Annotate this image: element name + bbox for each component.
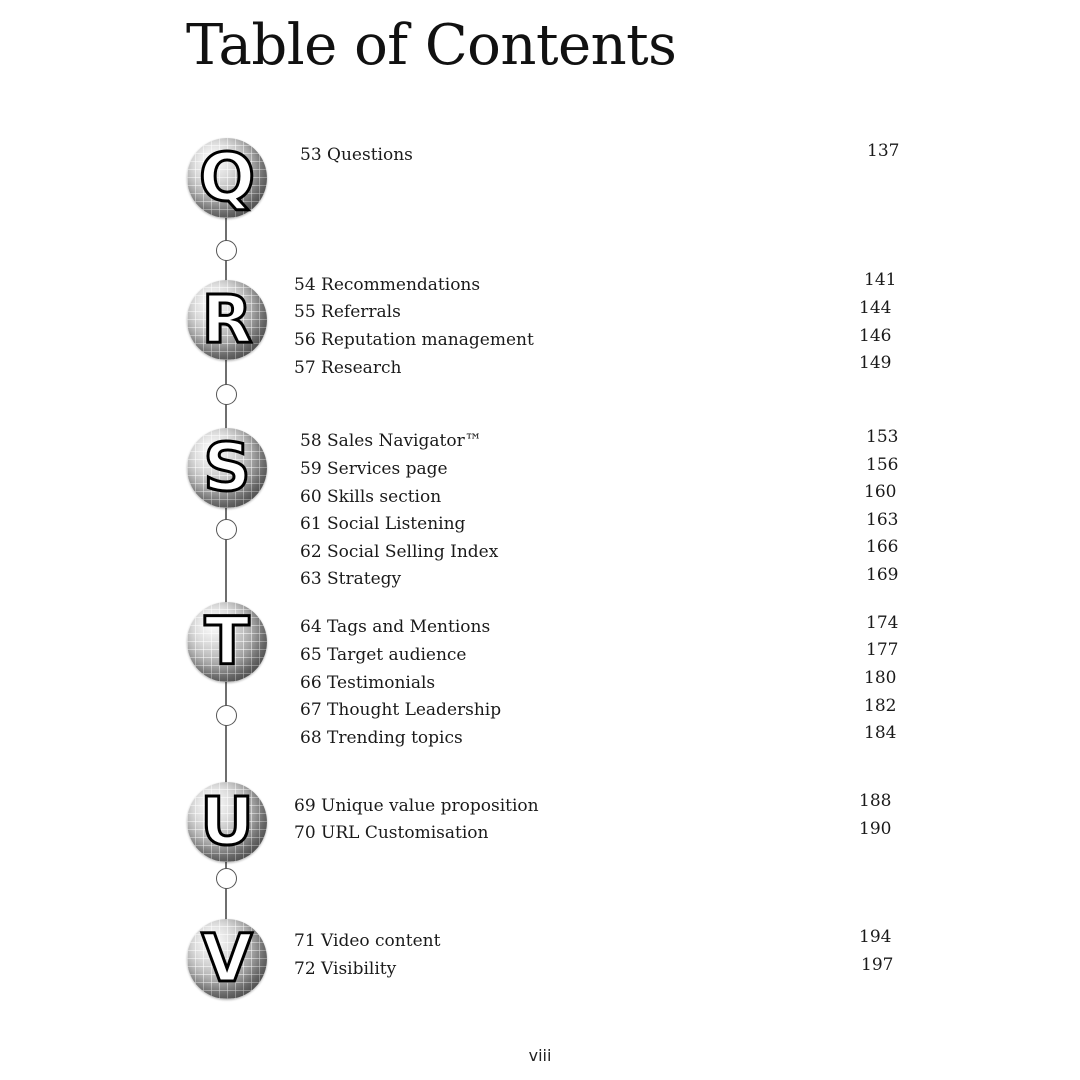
connector-ring <box>216 240 237 261</box>
toc-entry: 59 Services page <box>300 459 448 479</box>
toc-page-number: 141 <box>864 270 897 290</box>
toc-entry: 53 Questions <box>300 145 413 165</box>
toc-page-number: 180 <box>864 668 897 688</box>
letter-ball-v-icon <box>187 919 267 999</box>
page-folio: viii <box>528 1046 552 1065</box>
letter-ball-r-icon <box>187 280 267 360</box>
toc-page-number: 156 <box>866 455 899 475</box>
letter-ball-s-icon <box>187 428 267 508</box>
toc-entry: 60 Skills section <box>300 487 442 507</box>
toc-page-number: 188 <box>859 791 892 811</box>
section-letter: U <box>200 783 254 860</box>
page-title: Table of Contents <box>186 13 677 78</box>
toc-entry: 69 Unique value proposition <box>294 796 539 816</box>
toc-page-number: 194 <box>859 927 892 947</box>
toc-page-number: 197 <box>861 955 894 975</box>
letter-ball-q-icon <box>187 138 267 218</box>
section-letter: S <box>203 429 251 506</box>
toc-page-number: 160 <box>864 482 897 502</box>
toc-entry: 64 Tags and Mentions <box>300 617 491 637</box>
connector-ring <box>216 519 237 540</box>
toc-entry: 62 Social Selling Index <box>300 542 499 562</box>
toc-page-number: 163 <box>866 510 899 530</box>
toc-entry: 70 URL Customisation <box>294 823 489 843</box>
letter-ball-u-icon <box>187 782 267 862</box>
toc-page-number: 137 <box>867 141 900 161</box>
toc-entry: 57 Research <box>294 358 402 378</box>
toc-entry: 66 Testimonials <box>300 673 436 693</box>
toc-page-number: 182 <box>864 696 897 716</box>
toc-entry: 67 Thought Leadership <box>300 700 502 720</box>
toc-page-number: 149 <box>859 353 892 373</box>
toc-entry: 56 Reputation management <box>294 330 534 350</box>
toc-entry: 58 Sales Navigator™ <box>300 431 482 451</box>
toc-page-number: 184 <box>864 723 897 743</box>
toc-page-number: 153 <box>866 427 899 447</box>
connector-ring <box>216 384 237 405</box>
toc-entry: 55 Referrals <box>294 302 401 322</box>
toc-entry: 54 Recommendations <box>294 275 481 295</box>
toc-page-number: 144 <box>859 298 892 318</box>
connector-ring <box>216 868 237 889</box>
toc-entry: 63 Strategy <box>300 569 402 589</box>
section-letter: Q <box>198 139 256 216</box>
toc-entry: 68 Trending topics <box>300 728 463 748</box>
toc-entry: 65 Target audience <box>300 645 467 665</box>
toc-page-number: 177 <box>866 640 899 660</box>
connector-ring <box>216 705 237 726</box>
section-letter: V <box>201 920 253 997</box>
section-letter: R <box>201 281 253 358</box>
toc-page-number: 174 <box>866 613 899 633</box>
section-letter: T <box>204 603 250 680</box>
toc-page-number: 169 <box>866 565 899 585</box>
toc-entry: 61 Social Listening <box>300 514 466 534</box>
toc-page-number: 166 <box>866 537 899 557</box>
toc-entry: 71 Video content <box>294 931 441 951</box>
toc-entry: 72 Visibility <box>294 959 397 979</box>
letter-ball-t-icon <box>187 602 267 682</box>
toc-page-number: 190 <box>859 819 892 839</box>
toc-page-number: 146 <box>859 326 892 346</box>
